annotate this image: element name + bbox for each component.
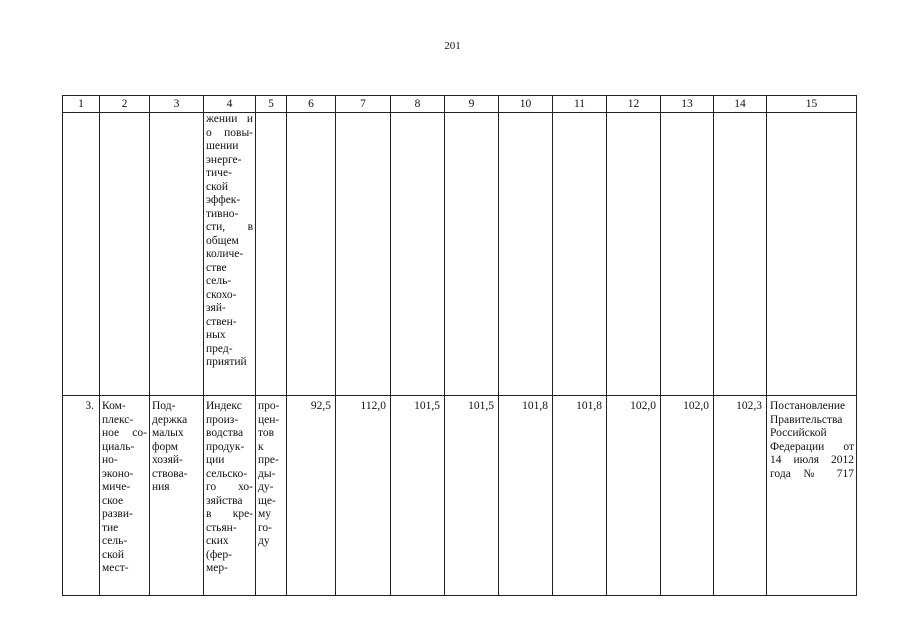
text-line: ских: [206, 535, 229, 547]
text-line: ду: [258, 535, 270, 547]
text-line: малых: [152, 427, 184, 439]
header-cell: 4: [204, 96, 256, 113]
text-line: эконо-: [102, 467, 134, 480]
empty-cell: [287, 113, 336, 396]
text-line: Ком-: [102, 400, 126, 412]
header-cell: 3: [150, 96, 204, 113]
value-cell: 101,8: [553, 396, 607, 596]
text-line: стьян-: [206, 521, 237, 534]
value-cell: 101,5: [445, 396, 499, 596]
text-line: Под-: [152, 400, 176, 412]
text-line: жении и: [206, 113, 253, 125]
unit-cell: [256, 396, 287, 596]
text-line: ду-: [258, 481, 274, 493]
header-cell: 9: [445, 96, 499, 113]
empty-cell: [607, 113, 661, 396]
text-line: пред-: [206, 342, 233, 355]
legal-basis-cell: [767, 396, 857, 596]
text-line: ствова-: [152, 467, 188, 480]
text-line: стве: [206, 261, 227, 274]
text-line: го-: [258, 521, 273, 534]
value-cell: 112,0: [336, 396, 391, 596]
header-cell: 5: [256, 96, 287, 113]
row-number-cell: 3.: [63, 396, 100, 596]
empty-cell: [714, 113, 767, 396]
empty-cell: [63, 113, 100, 396]
text-line: сель-: [102, 535, 128, 547]
text-line: мест-: [102, 562, 129, 574]
text-line: количе-: [206, 248, 244, 260]
text-line: энерге-: [206, 153, 242, 166]
text-line: в кре-: [206, 508, 253, 520]
empty-cell: [661, 113, 714, 396]
value-cell: 102,0: [661, 396, 714, 596]
indicator-name-cell: [204, 113, 256, 396]
empty-cell: [499, 113, 553, 396]
text-line: го хо-: [206, 481, 253, 493]
text-line: продук-: [206, 440, 245, 453]
text-line: водства: [206, 427, 244, 439]
text-line: зяйства: [206, 494, 243, 507]
table-row: [63, 396, 857, 596]
text-line: тивно-: [206, 207, 239, 220]
header-cell: 6: [287, 96, 336, 113]
text-line: произ-: [206, 413, 239, 426]
header-cell: 14: [714, 96, 767, 113]
header-row: [63, 96, 857, 113]
text-line: ных: [206, 329, 226, 341]
text-line: общем: [206, 234, 239, 247]
table-row: [63, 113, 857, 396]
empty-cell: [100, 113, 150, 396]
text-line: му: [258, 508, 272, 520]
text-line: миче-: [102, 481, 131, 493]
header-cell: 13: [661, 96, 714, 113]
text-line: 14 июля 2012: [770, 454, 854, 466]
text-line: ской: [102, 548, 125, 561]
text-line: форм: [152, 440, 179, 453]
text-line: о повы-: [206, 126, 253, 139]
text-line: плекс-: [102, 413, 134, 426]
text-line: пре-: [258, 454, 279, 466]
text-line: сельско-: [206, 467, 248, 480]
header-cell: 8: [391, 96, 445, 113]
text-line: тиче-: [206, 167, 232, 179]
text-line: ствен-: [206, 315, 237, 328]
text-line: разви-: [102, 508, 133, 520]
text-line: Правительства: [770, 413, 843, 426]
text-line: (фер-: [206, 548, 232, 561]
empty-cell: [336, 113, 391, 396]
text-line: ния: [152, 481, 170, 493]
text-line: к: [258, 440, 264, 453]
indicator-name-cell: [204, 396, 256, 596]
text-line: циаль-: [102, 440, 135, 453]
text-line: про-: [258, 400, 280, 412]
text-line: Федерации от: [770, 440, 854, 453]
text-line: ской: [206, 180, 229, 193]
empty-cell: [256, 113, 287, 396]
text-line: но-: [102, 454, 118, 466]
text-line: сель-: [206, 275, 232, 287]
text-line: ще-: [258, 494, 276, 507]
value-cell: 101,8: [499, 396, 553, 596]
text-line: Российской: [770, 427, 827, 439]
header-cell: 2: [100, 96, 150, 113]
text-line: скохо-: [206, 288, 237, 301]
text-line: приятий: [206, 356, 247, 368]
text-line: ское: [102, 494, 124, 507]
text-line: хозяй-: [152, 454, 183, 466]
header-cell: 1: [63, 96, 100, 113]
value-cell: 102,0: [607, 396, 661, 596]
empty-cell: [445, 113, 499, 396]
text-line: зяй-: [206, 302, 226, 314]
header-cell: 10: [499, 96, 553, 113]
text-line: держка: [152, 413, 188, 426]
text-line: шении: [206, 140, 239, 152]
text-line: Индекс: [206, 400, 242, 412]
text-line: ды-: [258, 467, 276, 480]
text-line: эффек-: [206, 194, 241, 206]
value-cell: 92,5: [287, 396, 336, 596]
value-cell: 102,3: [714, 396, 767, 596]
empty-cell: [767, 113, 857, 396]
text-line: Постановление: [770, 400, 846, 412]
text-line: ное со-: [102, 427, 147, 439]
text-line: цен-: [258, 413, 280, 426]
subprogram-name-cell: [150, 396, 204, 596]
text-line: тов: [258, 427, 275, 439]
header-cell: 15: [767, 96, 857, 113]
header-cell: 7: [336, 96, 391, 113]
empty-cell: [553, 113, 607, 396]
indicator-table: [62, 95, 857, 596]
text-line: ции: [206, 454, 225, 466]
value-cell: 101,5: [391, 396, 445, 596]
text-line: мер-: [206, 562, 228, 574]
empty-cell: [150, 113, 204, 396]
empty-cell: [391, 113, 445, 396]
text-line: года № 717: [770, 467, 854, 480]
page-number: 201: [444, 40, 461, 52]
header-cell: 12: [607, 96, 661, 113]
program-name-cell: [100, 396, 150, 596]
text-line: сти, в: [206, 221, 253, 233]
header-cell: 11: [553, 96, 607, 113]
text-line: тие: [102, 521, 119, 534]
